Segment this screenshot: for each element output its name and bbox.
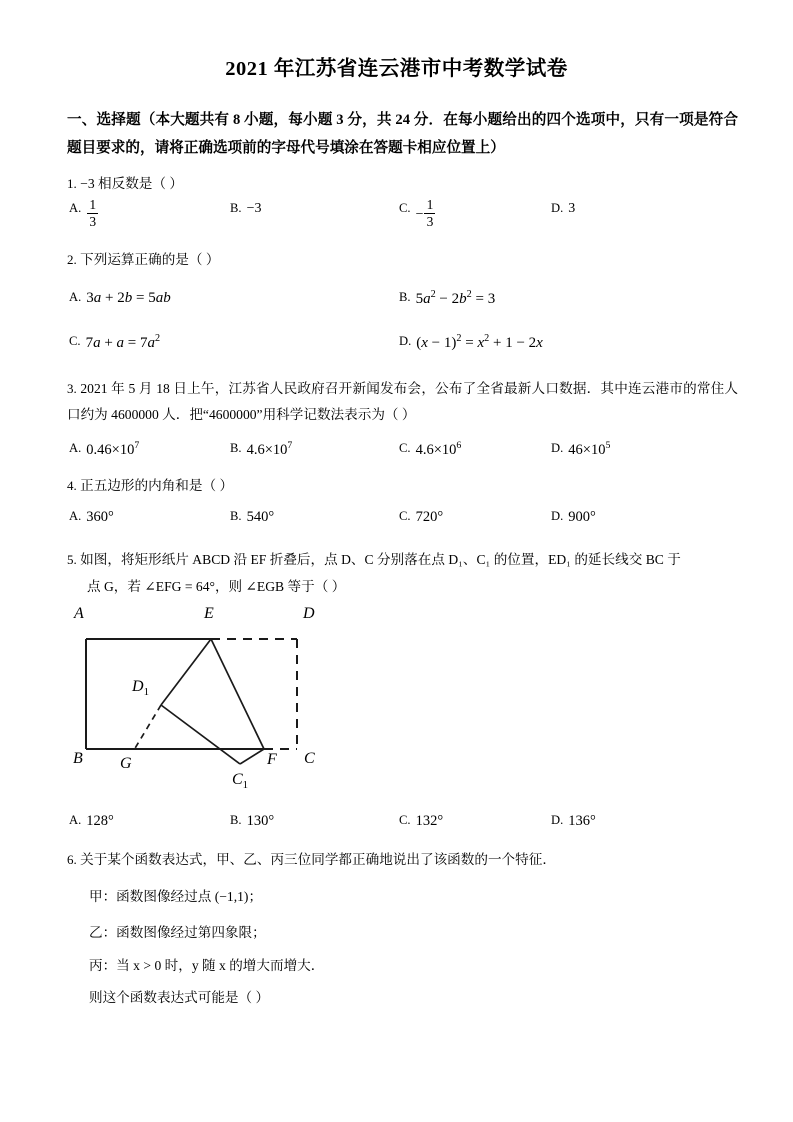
question-5-stem-line-2: 点 G，若 ∠EFG = 64°，则 ∠EGB 等于（ ） — [87, 578, 346, 594]
option-5-A-label: A. — [69, 813, 82, 827]
option-2-D-label: D. — [399, 333, 412, 348]
question-2-stem — [67, 247, 738, 274]
question-6-stem — [67, 847, 738, 874]
section-instruction: 一、选择题（本大题共有 8 小题，每小题 3 分，共 24 分．在每小题给出的四个选项中，只有一项是符合题目要求的，请将正确选项前的字母代号填涂在答题卡相应位置上） — [67, 111, 738, 157]
question-2-options-row-1 — [67, 288, 738, 318]
minus-sign: − — [415, 206, 424, 222]
question-3-stem — [67, 376, 738, 429]
option-3-B-value — [247, 439, 293, 461]
option-1-B-value: −3 — [246, 201, 262, 216]
figure-label-C1-subscript: 1 — [242, 779, 249, 792]
base: 10 — [119, 441, 135, 458]
option-3-C-value — [416, 439, 462, 461]
option-5-B-label: B. — [230, 813, 242, 827]
edge-E-D1 — [161, 639, 211, 705]
edge-C1-F — [240, 749, 264, 764]
times-sign: × — [111, 441, 120, 458]
option-3-A-value — [86, 439, 139, 461]
option-2-C-label: C. — [69, 333, 81, 348]
fraction-one-third — [87, 198, 98, 229]
question-5 — [67, 547, 738, 600]
figure-label-B: B — [73, 750, 83, 767]
option-2-B-label: B. — [399, 289, 411, 304]
question-2-number: 2. — [67, 252, 77, 267]
question-1-text: −3 相反数是（ ） — [80, 175, 183, 191]
option-2-A[interactable] — [69, 288, 171, 310]
option-2-D[interactable] — [399, 332, 543, 355]
option-2-C[interactable] — [69, 332, 160, 355]
question-5-text-line-1: 如图，将矩形纸片 ABCD 沿 EF 折叠后，点 D、C 分别落在点 D₁、C₁ 的位置，ED₁ 的延长线交 BC 于 — [80, 552, 681, 567]
option-5-C[interactable] — [399, 811, 443, 832]
mantissa: 46 — [568, 441, 583, 458]
question-6-statement-bing: 丙：当 x > 0 时，y 随 x 的增大而增大． — [89, 957, 325, 973]
exponent: 5 — [605, 439, 611, 451]
times-sign: × — [433, 441, 442, 458]
line-D1-G-dashed — [134, 705, 161, 750]
option-3-B[interactable] — [230, 439, 292, 461]
question-2 — [67, 247, 738, 362]
fold-line-EF — [211, 639, 264, 749]
question-3 — [67, 376, 738, 469]
figure-label-D: D — [303, 605, 315, 622]
figure-label-G: G — [120, 755, 132, 772]
base: 10 — [590, 441, 606, 458]
option-4-C-label: C. — [399, 509, 411, 523]
option-4-B-value: 540° — [246, 509, 275, 525]
option-4-A-value: 360° — [86, 509, 114, 525]
fraction-denominator: 3 — [426, 214, 434, 230]
question-5-options — [67, 811, 738, 841]
option-5-C-value: 132° — [415, 813, 444, 829]
option-1-B[interactable] — [230, 199, 261, 219]
question-3-text: 2021 年 5 月 18 日上午，江苏省人民政府召开新闻发布会，公布了全省最新人口数据．其中连云港市的常住人口约为 4600000 人．把“4600000”用科学记数法表示为（ ） — [67, 380, 738, 422]
figure-label-E: E — [204, 605, 214, 622]
times-sign: × — [264, 441, 273, 458]
question-4 — [67, 473, 738, 538]
question-6-text: 关于某个函数表达式，甲、乙、丙三位同学都正确地说出了该函数的一个特征． — [80, 852, 556, 867]
option-1-C-value — [416, 199, 437, 230]
figure-label-D1-subscript: 1 — [143, 686, 149, 699]
option-5-B[interactable] — [230, 811, 274, 832]
question-6-statement-yi: 乙：函数图像经过第四象限； — [89, 925, 266, 940]
question-2-options-row-2 — [67, 332, 738, 362]
option-1-A-value — [86, 199, 99, 230]
fraction-numerator: 1 — [89, 197, 97, 212]
option-4-C[interactable] — [399, 507, 443, 528]
figure-label-D1 — [132, 678, 149, 698]
option-4-B-label: B. — [230, 509, 242, 523]
option-5-B-value: 130° — [246, 813, 275, 829]
mantissa: 4.6 — [415, 441, 434, 458]
question-6 — [67, 847, 738, 1012]
question-3-number: 3. — [67, 380, 77, 396]
figure-label-F: F — [267, 751, 277, 768]
option-3-C-label: C. — [399, 440, 411, 455]
question-4-text: 正五边形的内角和是（ ） — [80, 477, 234, 493]
figure-label-C: C — [304, 750, 315, 767]
option-5-A-value: 128° — [86, 813, 114, 829]
question-4-stem — [67, 473, 738, 500]
question-1-options — [67, 199, 738, 245]
option-2-B-value: $5a^2 - 2b^2 = 3$ — [415, 288, 496, 307]
option-1-C[interactable] — [399, 199, 436, 230]
option-3-D[interactable] — [551, 439, 610, 461]
option-5-C-label: C. — [399, 813, 411, 827]
question-6-statement-jia: 甲：函数图像经过点 (−1,1)； — [89, 888, 263, 904]
option-1-B-label: B. — [230, 201, 242, 215]
option-3-A[interactable] — [69, 439, 139, 461]
fraction-numerator: 1 — [426, 197, 434, 212]
question-5-stem-line-1 — [67, 547, 738, 574]
option-4-C-value: 720° — [415, 509, 444, 525]
question-4-number: 4. — [67, 477, 77, 493]
questions-container-lower — [0, 811, 793, 1012]
fraction-one-third-neg — [424, 198, 435, 229]
option-1-A-label: A. — [69, 201, 82, 215]
edge-D1-C1 — [161, 705, 240, 764]
questions-container — [0, 171, 793, 601]
exponent: 7 — [287, 439, 293, 451]
option-2-A-value: 3a + 2b = 5ab — [86, 289, 171, 306]
fraction-denominator: 3 — [89, 214, 97, 230]
option-5-A[interactable] — [69, 811, 114, 832]
option-4-D[interactable] — [551, 507, 596, 528]
question-5-number: 5. — [67, 552, 77, 567]
option-3-C[interactable] — [399, 439, 461, 461]
exponent: 7 — [134, 439, 140, 451]
option-1-D-label: D. — [551, 201, 564, 215]
base: 10 — [441, 441, 457, 458]
option-2-C-value: $7a + a = 7a^2$ — [85, 332, 161, 351]
option-5-D-label: D. — [551, 813, 564, 827]
question-1-stem — [67, 171, 738, 198]
option-3-D-label: D. — [551, 440, 564, 455]
option-2-B[interactable] — [399, 288, 495, 311]
option-5-D-value: 136° — [568, 813, 596, 829]
page-title: 2021 年江苏省连云港市中考数学试卷 — [225, 58, 568, 80]
figure-label-C1-letter: C — [232, 771, 243, 788]
option-4-D-value: 900° — [568, 509, 596, 525]
question-2-text: 下列运算正确的是（ ） — [80, 252, 220, 267]
question-1-number: 1. — [67, 175, 77, 191]
question-3-options — [67, 439, 738, 469]
mantissa: 4.6 — [246, 441, 265, 458]
option-3-A-label: A. — [69, 440, 82, 455]
option-1-A[interactable] — [69, 199, 99, 230]
question-6-number: 6. — [67, 852, 77, 867]
times-sign: × — [582, 441, 591, 458]
figure-label-D1-letter: D — [132, 678, 144, 695]
option-2-A-label: A. — [69, 289, 82, 304]
question-5-figure — [60, 604, 400, 809]
figure-label-C1 — [232, 771, 248, 791]
figure-label-A: A — [74, 605, 84, 622]
option-4-B[interactable] — [230, 507, 274, 528]
question-4-options — [67, 507, 738, 537]
base: 10 — [272, 441, 288, 458]
option-3-D-value — [568, 439, 610, 461]
option-1-D-value: 3 — [568, 201, 576, 216]
option-1-D[interactable] — [551, 199, 575, 219]
option-4-D-label: D. — [551, 509, 564, 523]
question-6-closing: 则这个函数表达式可能是（ ） — [89, 990, 270, 1005]
folded-rectangle-svg — [60, 604, 400, 809]
option-1-C-label: C. — [399, 201, 411, 215]
option-3-B-label: B. — [230, 440, 242, 455]
option-5-D[interactable] — [551, 811, 596, 832]
exponent: 6 — [456, 439, 462, 451]
option-2-D-value: $(x - 1)^2 = x^2 + 1 - 2x$ — [416, 332, 543, 351]
option-4-A[interactable] — [69, 507, 114, 528]
question-1 — [67, 171, 738, 246]
mantissa: 0.46 — [86, 441, 112, 458]
option-4-A-label: A. — [69, 509, 82, 523]
